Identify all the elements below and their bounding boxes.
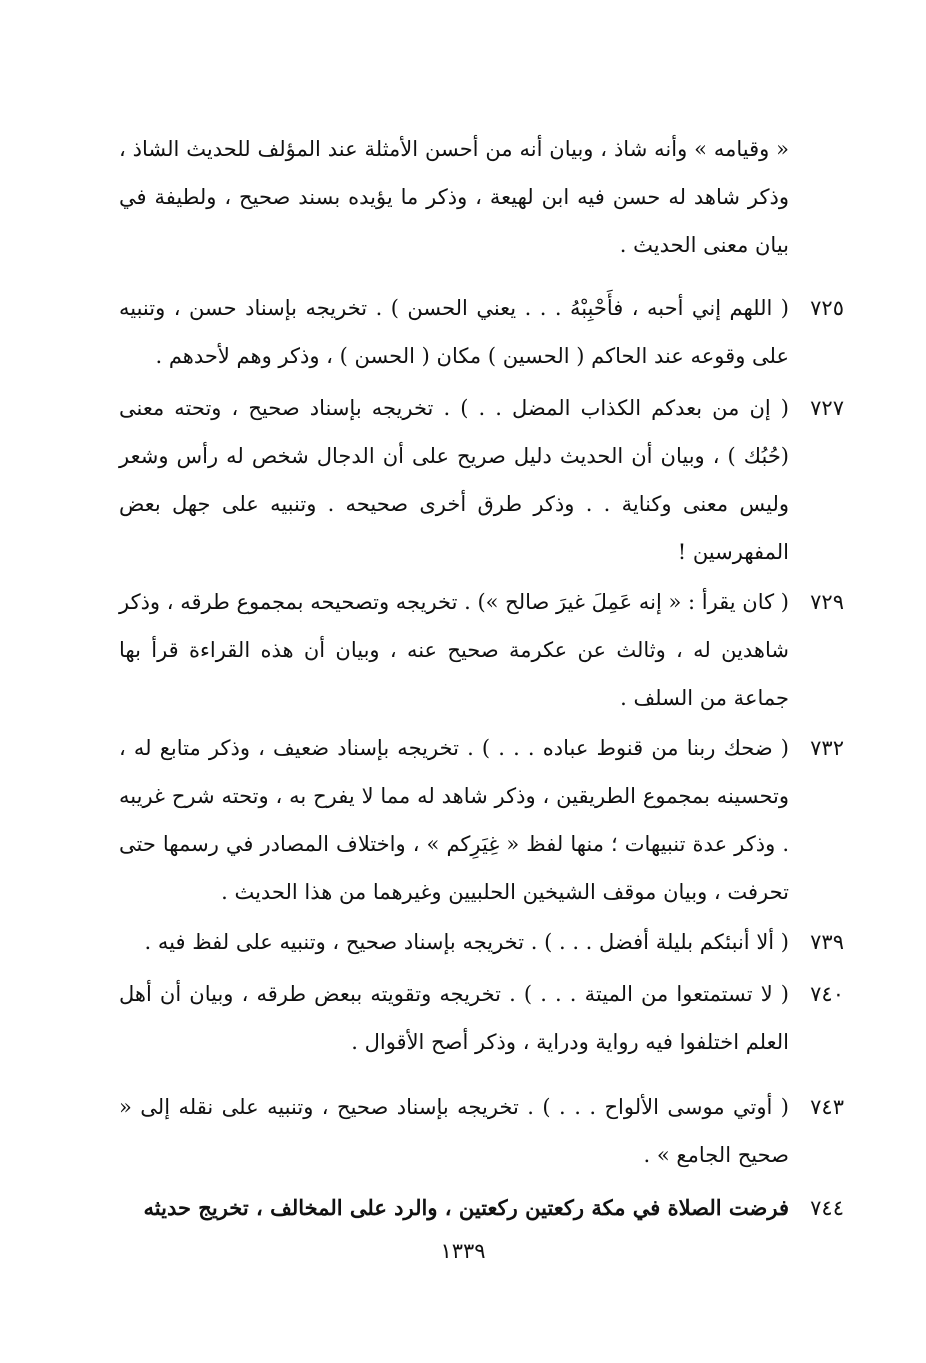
entry-text: ( أوتي موسى الألواح . . . ) . تخريجه بإسناد صحيح ، وتنبيه على نقله إلى « صحيح الجامع » . [119,1095,789,1167]
entry-number: ٧٣٩ [810,930,844,954]
entry-number: ٧٤٠ [810,982,844,1006]
entry-text: ( ضحك ربنا من قنوط عباده . . . ) . تخريجه بإسناد ضعيف ، وذكر متابع له ، وتحسينه بمجموع الطريقين ، وذكر شاهد له مما لا يفرح به ، وتحته شرح غريبه . وذكر عدة تنبيهات ؛ منها لفظ « غِيَرِكم » ، واختلاف المصادر في رسمها حتى تحرفت ، وبيان موقف الشيخين الحلبيين وغيرهما من هذا الحديث . [119,736,789,904]
entry-number: ٧٤٤ [810,1196,844,1220]
entry-number: ٧٢٧ [810,396,844,420]
entry-740 [119,970,844,1066]
entry-743 [119,1083,844,1179]
entry-739 [119,918,844,966]
entry-number: ٧٢٥ [810,296,844,320]
entry-732 [119,724,844,916]
entry-text: ( ألا أنبئكم بليلة أفضل . . . ) . تخريجه بإسناد صحيح ، وتنبيه على لفظ فيه . [144,930,789,954]
entry-number: ٧٣٢ [810,736,844,760]
entry-text: ( إن من بعدكم الكذاب المضل . . ) . تخريجه بإسناد صحيح ، وتحته معنى (حُبُك ) ، وبيان أن الحديث دليل صريح على أن الدجال شخص له رأس وشعر وليس معنى وكناية . . وذكر طرق أخرى صحيحه . وتنبيه على جهل بعض المفهرسين ! [119,396,789,564]
page-number: ١٣٣٩ [440,1239,486,1263]
entry-text: ( اللهم إني أحبه ، فأَحْبِبْهُ . . . يعني الحسن ) . تخريجه بإسناد حسن ، وتنبيه على وقوعه عند الحاكم ( الحسين ) مكان ( الحسن ) ، وذكر وهم لأحدهم . [119,296,789,368]
entry-725 [119,284,844,380]
entry-729 [119,578,844,722]
entry-number: ٧٢٩ [810,590,844,614]
entry-text: ( كان يقرأ : « إنه عَمِلَ غيرَ صالح ») . تخريجه وتصحيحه بمجموع طرقه ، وذكر شاهدين له ، وثالث عن عكرمة صحيح عنه ، وبيان أن هذه القراءة قرأ بها جماعة من السلف . [118,590,789,710]
entry-text: ( لا تستمتعوا من الميتة . . . ) . تخريجه وتقويته ببعض طرقه ، وبيان أن أهل العلم اختلفوا فيه رواية ودراية ، وذكر أصح الأقوال . [119,982,789,1054]
intro-paragraph: « وقيامه » وأنه شاذ ، وبيان أنه من أحسن الأمثلة عند المؤلف للحديث الشاذ ، وذكر شاهد له حسن فيه ابن لهيعة ، وذكر ما يؤيده بسند صحيح ، ولطيفة في بيان معنى الحديث . [119,137,789,257]
entry-727 [119,384,844,576]
entry-number: ٧٤٣ [810,1095,844,1119]
entry-744 [119,1184,844,1232]
entry-text: فرضت الصلاة في مكة ركعتين ركعتين ، والرد على المخالف ، تخريج حديثه [143,1195,789,1220]
